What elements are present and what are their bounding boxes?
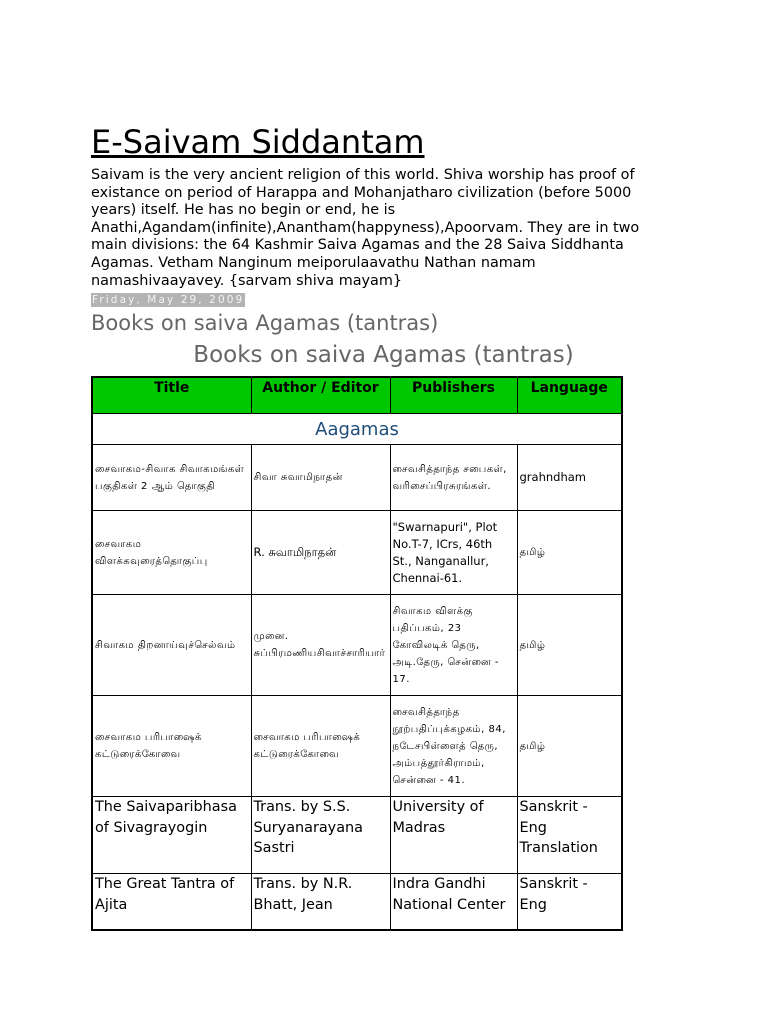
header-author: Author / Editor <box>251 377 390 414</box>
header-publishers: Publishers <box>390 377 517 414</box>
book-title: The Great Tantra of Ajita <box>92 874 251 930</box>
table-row <box>92 595 622 696</box>
book-title: The Saivaparibhasa of Sivagrayogin <box>92 797 251 874</box>
table-row <box>92 797 622 874</box>
table-row <box>92 696 622 797</box>
header-language: Language <box>517 377 622 414</box>
books-table <box>91 376 623 931</box>
blog-description: Saivam is the very ancient religion of this world. Shiva worship has proof of existance on period of Harappa and Mohanjatharo civilization (before 5000 years) itself. He has no begin or end, he is Anathi,Agandam(infinite),Anantham(happyness),Apoorvam. They are in two main divisions: the 64 Kashmir Saiva Agamas and the 28 Saiva Siddhanta Agamas. Vetham Nanginum meiporulaavathu Nathan namam namashivaayavey. {sarvam shiva mayam} <box>91 167 640 289</box>
book-language: தமிழ் <box>517 511 622 595</box>
book-language: Sanskrit - Eng <box>517 874 622 930</box>
section-title: Aagamas <box>92 414 622 445</box>
book-language: grahndham <box>517 445 622 511</box>
book-language: தமிழ் <box>517 696 622 797</box>
blog-title-link[interactable]: E-Saivam Siddantam <box>91 123 425 161</box>
book-author: Trans. by N.R. Bhatt, Jean <box>251 874 390 930</box>
book-publisher: சைவசித்தாந்த நூற்பதிப்புக்கழகம், 84, நடேசபிள்ளைத் தெரு, அம்பத்தூர்கிராமம், சென்னை - 41. <box>390 696 517 797</box>
book-publisher: சிவாகம விளக்கு பதிப்பகம், 23 கோவிலடிக் தெரு, அடி.தேரு, சென்னை - 17. <box>390 595 517 696</box>
book-publisher: சைவசித்தாந்த சபைகள், வரிசைப்பிரசுரங்கள். <box>390 445 517 511</box>
book-publisher: "Swarnapuri", Plot No.T-7, ICrs, 46th St., Nanganallur, Chennai-61. <box>390 511 517 595</box>
post-title[interactable]: Books on saiva Agamas (tantras) <box>91 311 439 335</box>
book-author: முனை. சுப்பிரமணியசிவாச்சாரியார் <box>251 595 390 696</box>
book-language: Sanskrit - Eng Translation <box>517 797 622 874</box>
header-title: Title <box>92 377 251 414</box>
book-author: சிவா சுவாமிநாதன் <box>251 445 390 511</box>
book-language: தமிழ் <box>517 595 622 696</box>
book-publisher: University of Madras <box>390 797 517 874</box>
book-author: Trans. by S.S. Suryanarayana Sastri <box>251 797 390 874</box>
table-row <box>92 511 622 595</box>
book-title: சிவாகம திறனாய்வுச்செல்வம் <box>92 595 251 696</box>
book-author: R. சுவாமிநாதன் <box>251 511 390 595</box>
table-row <box>92 874 622 930</box>
book-title: சைவாகம பரிபாஷைக் கட்டுரைக்கோவை <box>92 696 251 797</box>
book-author: சைவாகம பரிபாஷைக் கட்டுரைக்கோவை <box>251 696 390 797</box>
post-date: Friday, May 29, 2009 <box>92 294 245 306</box>
book-title: சைவாகம விளக்கவுரைத்தொகுப்பு <box>92 511 251 595</box>
book-title: சைவாகம-சிவாக சிவாகமங்கள் பகுதிகள் 2 ஆம் தொகுதி <box>92 445 251 511</box>
table-row <box>92 445 622 511</box>
table-header-row <box>92 377 622 414</box>
post-heading: Books on saiva Agamas (tantras) <box>193 342 574 368</box>
section-row <box>92 414 622 445</box>
book-publisher: Indra Gandhi National Center <box>390 874 517 930</box>
